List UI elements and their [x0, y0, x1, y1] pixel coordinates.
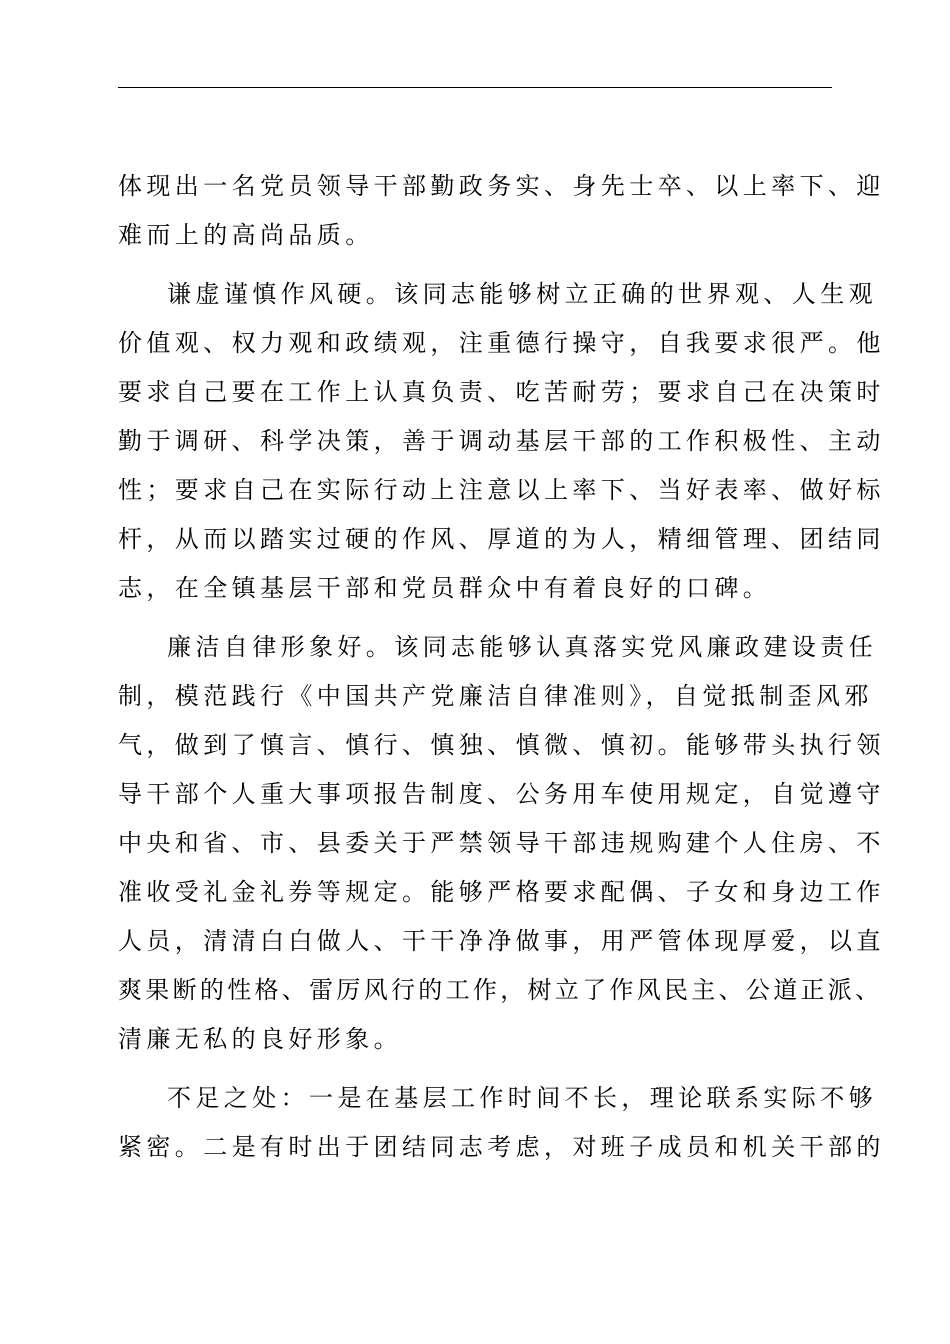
text-line: 中央和省、市、县委关于严禁领导干部违规购建个人住房、不	[118, 829, 885, 857]
text-line: 气，做到了慎言、慎行、慎独、慎微、慎初。能够带头执行领	[118, 731, 885, 759]
text-line: 体现出一名党员领导干部勤政务实、身先士卒、以上率下、迎	[118, 172, 885, 200]
paragraph-heading-line: 谦虚谨慎作风硬。该同志能够树立正确的世界观、人生观	[167, 280, 877, 308]
paragraph-heading-line: 不足之处：一是在基层工作时间不长，理论联系实际不够	[167, 1084, 877, 1112]
text-line: 准收受礼金礼券等规定。能够严格要求配偶、子女和身边工作	[118, 878, 885, 906]
text-line: 紧密。二是有时出于团结同志考虑，对班子成员和机关干部的	[118, 1133, 885, 1161]
text-line: 制，模范践行《中国共产党廉洁自律准则》，自觉抵制歪风邪	[118, 682, 873, 710]
text-line: 难而上的高尚品质。	[118, 221, 374, 249]
text-line: 人员，清清白白做人、干干净净做事，用严管体现厚爱，以直	[118, 927, 885, 955]
text-line: 爽果断的性格、雷厉风行的工作，树立了作风民主、公道正派、	[118, 976, 883, 1004]
text-line: 勤于调研、科学决策，善于调动基层干部的工作积极性、主动	[118, 427, 885, 455]
text-line: 杆，从而以踏实过硬的作风、厚道的为人，精细管理、团结同	[118, 525, 885, 553]
text-line: 要求自己要在工作上认真负责、吃苦耐劳；要求自己在决策时	[118, 378, 885, 406]
text-line: 清廉无私的良好形象。	[118, 1025, 402, 1053]
header-rule	[118, 87, 832, 88]
text-line: 志，在全镇基层干部和党员群众中有着良好的口碑。	[118, 574, 772, 602]
text-line: 导干部个人重大事项报告制度、公务用车使用规定，自觉遵守	[118, 780, 885, 808]
paragraph-heading-line: 廉洁自律形象好。该同志能够认真落实党风廉政建设责任	[167, 633, 877, 661]
text-line: 性；要求自己在实际行动上注意以上率下、当好表率、做好标	[118, 476, 885, 504]
text-line: 价值观、权力观和政绩观，注重德行操守，自我要求很严。他	[118, 329, 885, 357]
